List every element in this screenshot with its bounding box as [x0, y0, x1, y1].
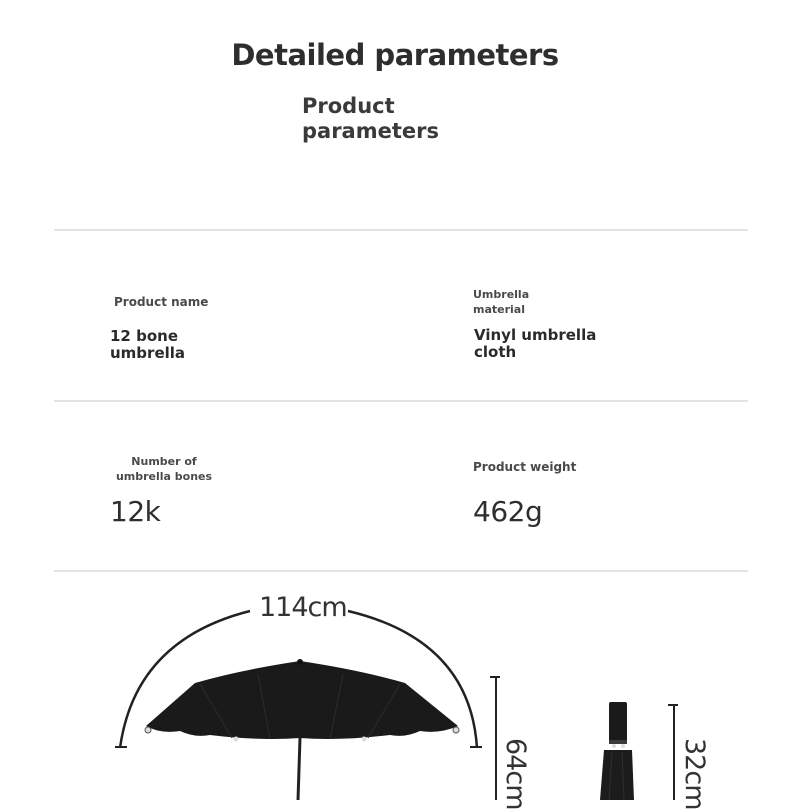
dimension-width-label: 114cm [259, 592, 347, 623]
page-title: Detailed parameters [231, 38, 559, 72]
divider [54, 229, 748, 231]
param-value-product-name: 12 bone umbrella [110, 327, 186, 362]
param-label-umbrella-material: Umbrella material [473, 288, 530, 316]
dimension-folded-length-label: 32cm [679, 738, 710, 810]
param-label-bone-count: Number of umbrella bones [115, 455, 213, 483]
section-subtitle: Product parameters [302, 94, 439, 143]
param-value-bone-count: 12k [110, 495, 161, 528]
divider [54, 400, 748, 402]
dimension-open-height-label: 64cm [500, 738, 531, 810]
param-value-umbrella-material: Vinyl umbrella cloth [474, 326, 597, 361]
param-label-product-weight: Product weight [473, 460, 577, 474]
param-label-product-name: Product name [114, 295, 209, 309]
param-value-product-weight: 462g [473, 495, 543, 528]
